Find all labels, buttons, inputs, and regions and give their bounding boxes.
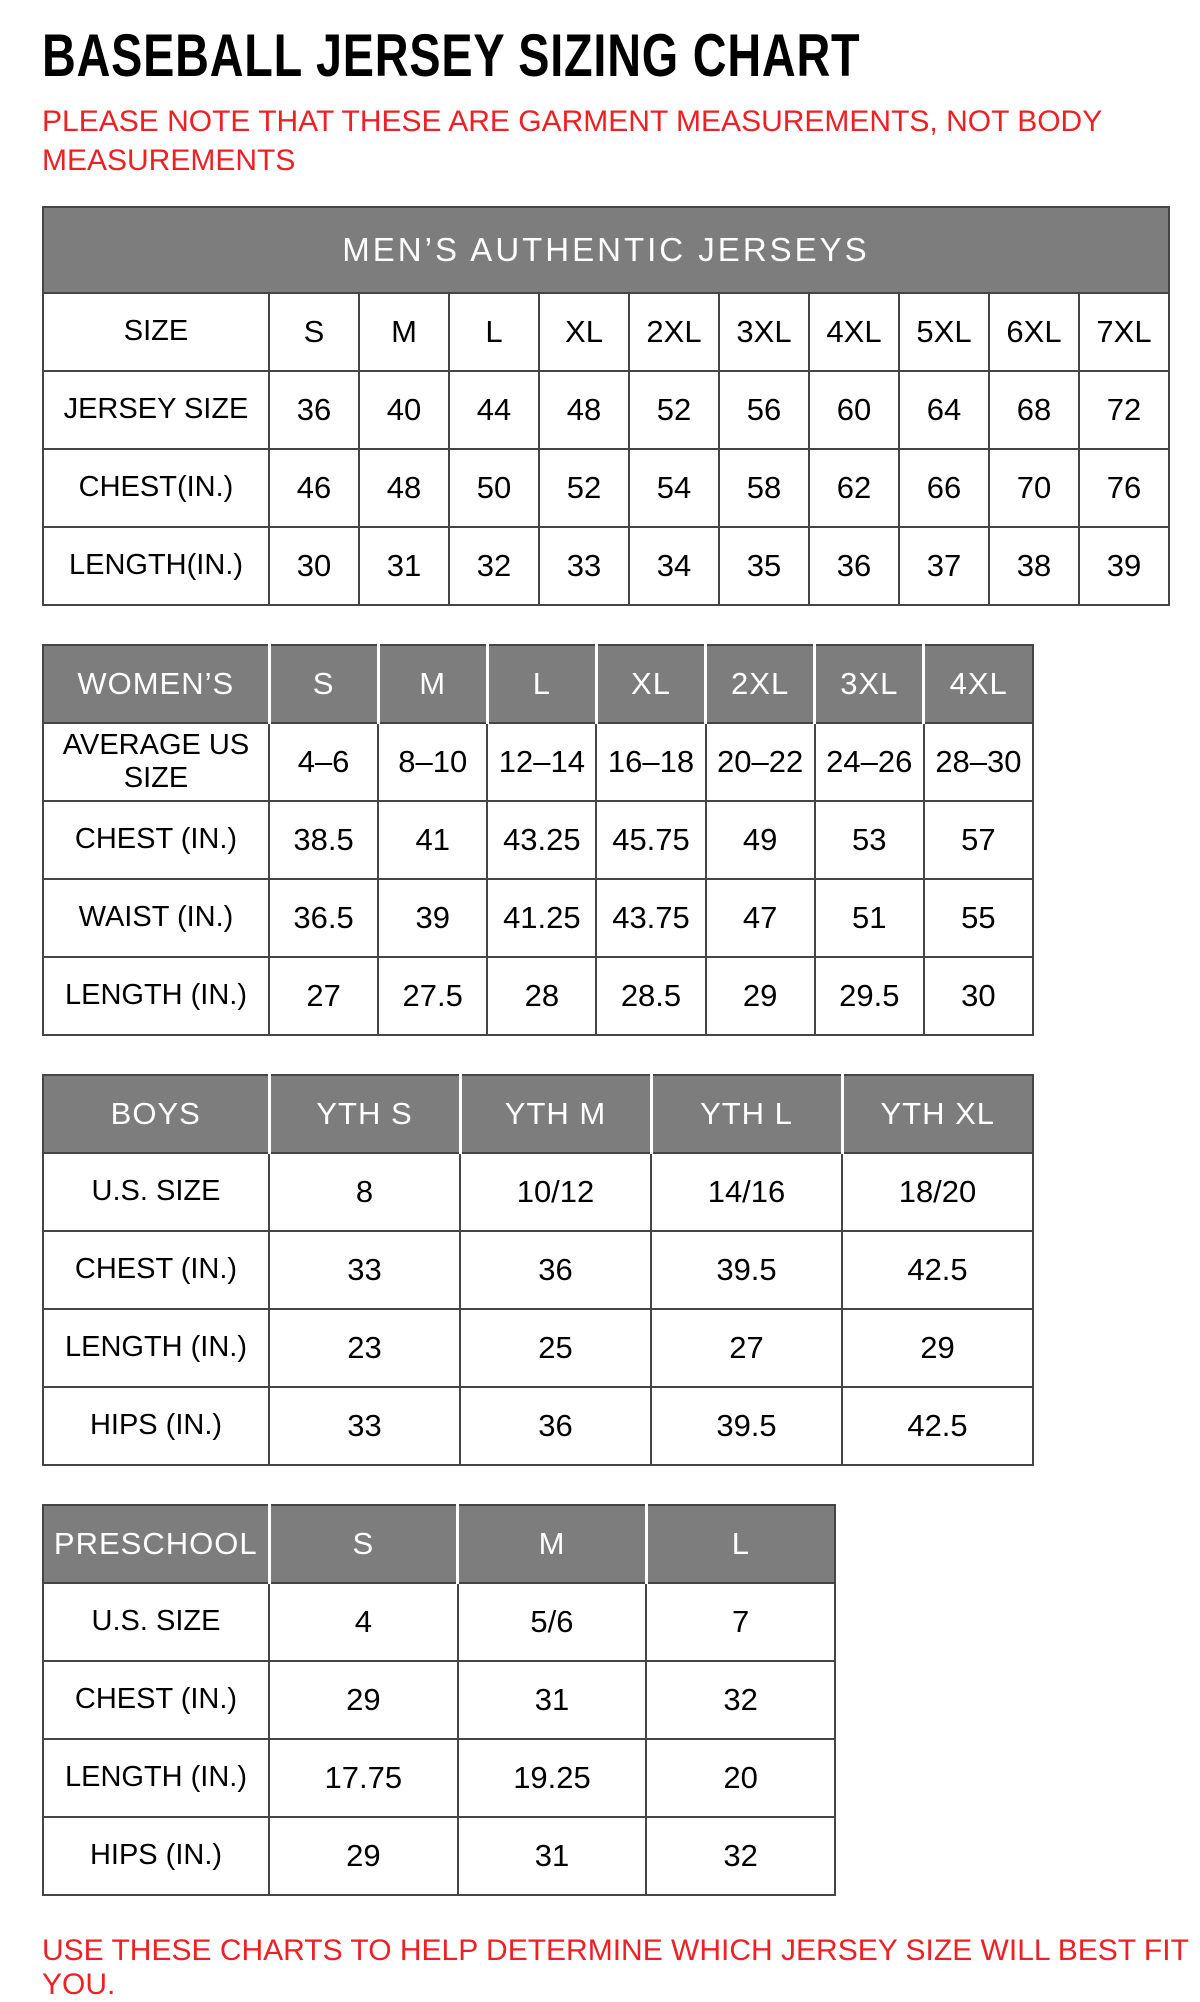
size-value-cell: 35 (719, 527, 809, 605)
size-value-cell: 18/20 (842, 1153, 1033, 1231)
size-value-cell: 62 (809, 449, 899, 527)
preschool-header-label: PRESCHOOL (43, 1505, 269, 1583)
size-value-cell: XL (539, 293, 629, 371)
size-value-cell: 37 (899, 527, 989, 605)
size-value-cell: 28.5 (596, 957, 705, 1035)
table-row (43, 957, 1033, 1035)
size-value-cell: 32 (449, 527, 539, 605)
size-value-cell: 64 (899, 371, 989, 449)
row-label: HIPS (IN.) (43, 1387, 269, 1465)
sizing-chart-page (42, 22, 1200, 2002)
womens-table (42, 644, 1034, 1036)
size-value-cell: M (359, 293, 449, 371)
size-value-cell: 58 (719, 449, 809, 527)
size-value-cell: 47 (706, 879, 815, 957)
table-row (43, 1153, 1033, 1231)
column-header: 3XL (815, 645, 924, 723)
size-value-cell: 45.75 (596, 801, 705, 879)
column-header: S (269, 1505, 458, 1583)
size-value-cell: 29 (269, 1661, 458, 1739)
size-value-cell: 7 (646, 1583, 835, 1661)
table-row (43, 1583, 835, 1661)
size-value-cell: 25 (460, 1309, 651, 1387)
size-value-cell: 23 (269, 1309, 460, 1387)
table-row (43, 879, 1033, 957)
size-value-cell: 41.25 (487, 879, 596, 957)
size-value-cell: 51 (815, 879, 924, 957)
size-value-cell: 38 (989, 527, 1079, 605)
column-header: YTH XL (842, 1075, 1033, 1153)
row-label: CHEST (IN.) (43, 1231, 269, 1309)
size-value-cell: 3XL (719, 293, 809, 371)
size-value-cell: 24–26 (815, 723, 924, 801)
size-value-cell: 46 (269, 449, 359, 527)
row-label: LENGTH (IN.) (43, 1309, 269, 1387)
size-value-cell: 27 (269, 957, 378, 1035)
size-value-cell: 16–18 (596, 723, 705, 801)
size-value-cell: 10/12 (460, 1153, 651, 1231)
size-value-cell: 44 (449, 371, 539, 449)
size-value-cell: 6XL (989, 293, 1079, 371)
size-value-cell: 39 (1079, 527, 1169, 605)
size-value-cell: 28–30 (924, 723, 1033, 801)
tables-container (42, 206, 1200, 1896)
page-title: BASEBALL JERSEY SIZING CHART (42, 22, 861, 89)
size-value-cell: 53 (815, 801, 924, 879)
row-label: HIPS (IN.) (43, 1817, 269, 1895)
table-row (43, 1739, 835, 1817)
size-value-cell: 31 (359, 527, 449, 605)
size-value-cell: 33 (269, 1387, 460, 1465)
size-value-cell: 31 (458, 1817, 647, 1895)
size-value-cell: 72 (1079, 371, 1169, 449)
size-value-cell: 34 (629, 527, 719, 605)
size-value-cell: 48 (359, 449, 449, 527)
column-header: 2XL (706, 645, 815, 723)
size-value-cell: 4–6 (269, 723, 378, 801)
size-value-cell: S (269, 293, 359, 371)
size-value-cell: 41 (378, 801, 487, 879)
size-value-cell: 28 (487, 957, 596, 1035)
column-header: XL (596, 645, 705, 723)
size-value-cell: 32 (646, 1661, 835, 1739)
size-value-cell: 43.75 (596, 879, 705, 957)
preschool-table (42, 1504, 836, 1896)
size-value-cell: 17.75 (269, 1739, 458, 1817)
row-label: SIZE (43, 293, 269, 371)
row-label: U.S. SIZE (43, 1583, 269, 1661)
row-label: AVERAGE US SIZE (43, 723, 269, 801)
size-value-cell: 8–10 (378, 723, 487, 801)
page-footer: USE THESE CHARTS TO HELP DETERMINE WHICH JERSEY SIZE WILL BEST FIT YOU. (42, 1934, 1189, 2001)
size-value-cell: 5XL (899, 293, 989, 371)
row-label: CHEST (IN.) (43, 1661, 269, 1739)
size-value-cell: 70 (989, 449, 1079, 527)
size-value-cell: 33 (539, 527, 629, 605)
size-value-cell: 29 (706, 957, 815, 1035)
size-value-cell: 36 (269, 371, 359, 449)
size-value-cell: 20 (646, 1739, 835, 1817)
row-label: LENGTH (IN.) (43, 1739, 269, 1817)
size-value-cell: 5/6 (458, 1583, 647, 1661)
boys-table (42, 1074, 1034, 1466)
size-value-cell: 39.5 (651, 1231, 842, 1309)
table-row (43, 1309, 1033, 1387)
column-header: L (487, 645, 596, 723)
size-value-cell: 52 (539, 449, 629, 527)
size-value-cell: 29 (269, 1817, 458, 1895)
size-value-cell: 27.5 (378, 957, 487, 1035)
size-value-cell: 54 (629, 449, 719, 527)
womens-header-label: WOMEN’S (43, 645, 269, 723)
size-value-cell: 55 (924, 879, 1033, 957)
size-value-cell: 40 (359, 371, 449, 449)
size-value-cell: 14/16 (651, 1153, 842, 1231)
size-value-cell: 48 (539, 371, 629, 449)
table-row (43, 1817, 835, 1895)
size-value-cell: 31 (458, 1661, 647, 1739)
size-value-cell: 57 (924, 801, 1033, 879)
table-row (43, 293, 1169, 371)
size-value-cell: 39 (378, 879, 487, 957)
size-value-cell: 50 (449, 449, 539, 527)
table-row (43, 449, 1169, 527)
size-value-cell: 32 (646, 1817, 835, 1895)
boys-header-label: BOYS (43, 1075, 269, 1153)
size-value-cell: 33 (269, 1231, 460, 1309)
size-value-cell: 12–14 (487, 723, 596, 801)
size-value-cell: 36.5 (269, 879, 378, 957)
column-header: M (458, 1505, 647, 1583)
mens-authentic-jerseys-banner-title: MEN’S AUTHENTIC JERSEYS (43, 207, 1169, 293)
size-value-cell: 36 (460, 1387, 651, 1465)
row-label: U.S. SIZE (43, 1153, 269, 1231)
column-header: YTH M (460, 1075, 651, 1153)
column-header: YTH L (651, 1075, 842, 1153)
size-value-cell: 27 (651, 1309, 842, 1387)
size-value-cell: 56 (719, 371, 809, 449)
size-value-cell: 36 (460, 1231, 651, 1309)
size-value-cell: 30 (924, 957, 1033, 1035)
size-value-cell: 30 (269, 527, 359, 605)
size-value-cell: 29 (842, 1309, 1033, 1387)
table-row (43, 371, 1169, 449)
size-value-cell: 42.5 (842, 1231, 1033, 1309)
column-header: M (378, 645, 487, 723)
size-value-cell: 4XL (809, 293, 899, 371)
size-value-cell: L (449, 293, 539, 371)
size-value-cell: 19.25 (458, 1739, 647, 1817)
row-label: CHEST (IN.) (43, 801, 269, 879)
page-subtitle: PLEASE NOTE THAT THESE ARE GARMENT MEASUREMENTS, NOT BODY MEASUREMENTS (42, 105, 1102, 177)
size-value-cell: 49 (706, 801, 815, 879)
mens-authentic-jerseys-table (42, 206, 1170, 606)
size-value-cell: 60 (809, 371, 899, 449)
size-value-cell: 36 (809, 527, 899, 605)
table-row (43, 801, 1033, 879)
size-value-cell: 43.25 (487, 801, 596, 879)
size-value-cell: 7XL (1079, 293, 1169, 371)
table-row (43, 1231, 1033, 1309)
size-value-cell: 8 (269, 1153, 460, 1231)
column-header: 4XL (924, 645, 1033, 723)
size-value-cell: 20–22 (706, 723, 815, 801)
size-value-cell: 2XL (629, 293, 719, 371)
table-row (43, 1661, 835, 1739)
size-value-cell: 76 (1079, 449, 1169, 527)
size-value-cell: 66 (899, 449, 989, 527)
size-value-cell: 68 (989, 371, 1079, 449)
column-header: YTH S (269, 1075, 460, 1153)
row-label: CHEST(IN.) (43, 449, 269, 527)
size-value-cell: 4 (269, 1583, 458, 1661)
size-value-cell: 38.5 (269, 801, 378, 879)
row-label: WAIST (IN.) (43, 879, 269, 957)
column-header: L (646, 1505, 835, 1583)
table-row (43, 1387, 1033, 1465)
size-value-cell: 52 (629, 371, 719, 449)
size-value-cell: 29.5 (815, 957, 924, 1035)
size-value-cell: 39.5 (651, 1387, 842, 1465)
table-row (43, 527, 1169, 605)
row-label: LENGTH(IN.) (43, 527, 269, 605)
size-value-cell: 42.5 (842, 1387, 1033, 1465)
row-label: LENGTH (IN.) (43, 957, 269, 1035)
row-label: JERSEY SIZE (43, 371, 269, 449)
table-row (43, 723, 1033, 801)
column-header: S (269, 645, 378, 723)
